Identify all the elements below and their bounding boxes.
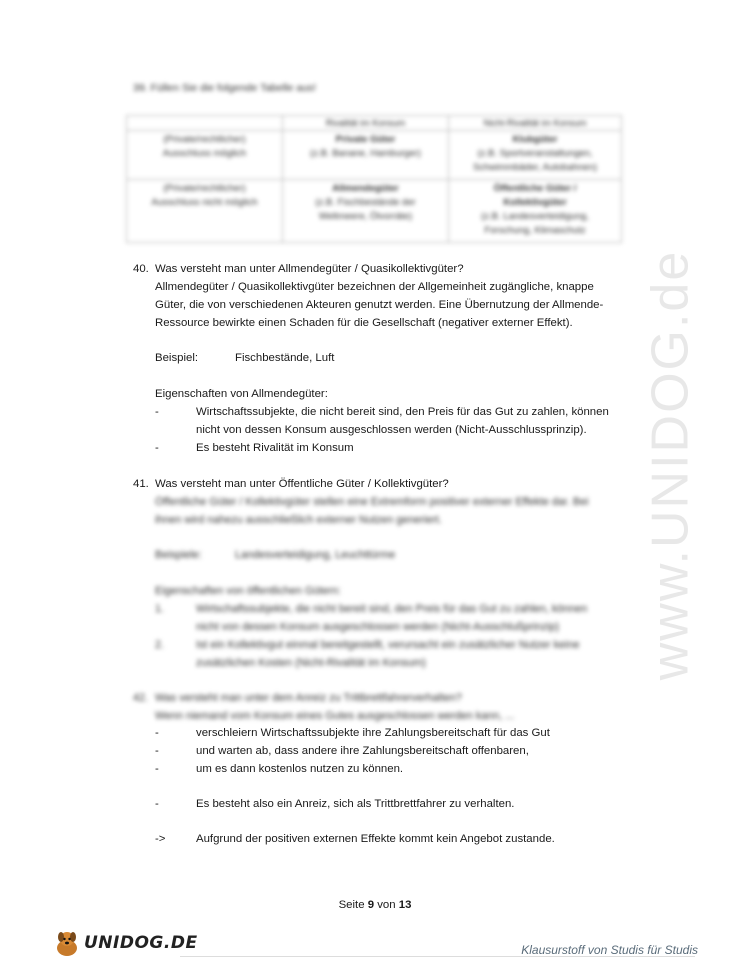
goods-table bbox=[126, 115, 622, 243]
table-cell bbox=[283, 179, 449, 242]
properties-heading: Eigenschaften von öffentlichen Gütern: bbox=[155, 585, 341, 597]
example-label: Beispiel: bbox=[155, 352, 199, 364]
watermark: www.UNIDOG.de bbox=[641, 249, 699, 681]
question-39-title: 39. Füllen Sie die folgende Tabelle aus! bbox=[133, 82, 317, 94]
list-marker: - bbox=[155, 727, 159, 739]
list-item-line: Wirtschaftssubjekte, die nicht bereit sind, den Preis für das Gut zu zahlen, können bbox=[196, 406, 609, 418]
label-line: Ausschluss möglich bbox=[162, 148, 247, 159]
list-item-line: nicht von dessen Konsum ausgeschlossen werden (Nicht-Ausschlußprinzip) bbox=[196, 621, 560, 633]
cell-line: Forschung, Klimaschutz bbox=[484, 224, 586, 236]
answer-intro: Wenn niemand vom Konsum eines Gutes ausgeschlossen werden kann, ... bbox=[155, 710, 515, 722]
list-item-line: nicht von dessen Konsum ausgeschlossen werden (Nicht-Ausschlussprinzip). bbox=[196, 424, 587, 436]
table-header-cell: Nicht-Rivalität im Konsum bbox=[449, 116, 622, 131]
cell-title: Allmendegüter bbox=[332, 182, 399, 194]
answer-line: Öffentliche Güter / Kollektivgüter stellen eine Extremform positiver externer Effekte dar. Bei bbox=[155, 496, 589, 508]
cell-title: Private Güter bbox=[335, 134, 396, 145]
table-row-label bbox=[127, 179, 283, 242]
label-line: (Private/rechtlicher) bbox=[163, 182, 246, 194]
list-item-line: Ist ein Kollektivgut einmal bereitgestellt, verursacht ein zusätzlicher Nutzer keine bbox=[196, 639, 580, 651]
list-marker: 2. bbox=[155, 639, 165, 651]
table-cell bbox=[283, 131, 449, 180]
answer-line: Ressource bewirkte einen Schaden für die Gesellschaft (negativer externer Effekt). bbox=[155, 317, 573, 329]
list-item-line: zusätzlichen Kosten (Nicht-Rivalität im Konsum) bbox=[196, 657, 426, 669]
label-line: Ausschluss nicht möglich bbox=[151, 196, 258, 208]
dog-icon bbox=[52, 928, 82, 958]
list-marker: - bbox=[155, 406, 159, 418]
page-prefix: Seite bbox=[338, 899, 365, 911]
list-item-line: Es besteht Rivalität im Konsum bbox=[196, 442, 354, 454]
page-total: 13 bbox=[398, 899, 412, 911]
cell-line: (z.B. Fischbestände der bbox=[315, 196, 416, 208]
question-title: Was versteht man unter Öffentliche Güter / Kollektivgüter? bbox=[155, 478, 449, 490]
question-title: Was versteht man unter dem Anreiz zu Trittbrettfahrerverhalten? bbox=[155, 692, 462, 704]
cell-title: Kollektivgüter bbox=[503, 196, 567, 208]
list-marker: - bbox=[155, 442, 159, 454]
example-value: Landesverteidigung, Leuchttürme bbox=[235, 549, 396, 561]
list-marker: -> bbox=[155, 833, 166, 845]
table-row-label bbox=[127, 131, 283, 180]
list-marker: 1. bbox=[155, 603, 165, 615]
page-number bbox=[0, 899, 750, 911]
cell-title: Klubgüter bbox=[512, 134, 558, 145]
list-item-line: und warten ab, dass andere ihre Zahlungsbereitschaft offenbaren, bbox=[196, 745, 529, 757]
logo-text: UNIDOG.DE bbox=[84, 933, 198, 953]
list-item-line: Es besteht also ein Anreiz, sich als Trittbrettfahrer zu verhalten. bbox=[196, 798, 515, 810]
cell-line: Weltmeere, Ölvorräte) bbox=[318, 210, 413, 222]
footer-slogan: Klausurstoff von Studis für Studis bbox=[521, 943, 698, 957]
question-number: 41. bbox=[133, 478, 149, 490]
table-row bbox=[127, 131, 622, 180]
cell-title: Öffentliche Güter / bbox=[493, 182, 577, 194]
list-item-line: Aufgrund der positiven externen Effekte kommt kein Angebot zustande. bbox=[196, 833, 555, 845]
page-current: 9 bbox=[367, 899, 375, 911]
table-header-cell: Rivalität im Konsum bbox=[283, 116, 449, 131]
list-marker: - bbox=[155, 745, 159, 757]
list-item-line: verschleiern Wirtschaftssubjekte ihre Zahlungsbereitschaft für das Gut bbox=[196, 727, 550, 739]
table-row bbox=[127, 179, 622, 242]
unidog-logo bbox=[52, 928, 198, 958]
question-title: Was versteht man unter Allmendegüter / Quasikollektivgüter? bbox=[155, 263, 464, 275]
table-header-row bbox=[127, 116, 622, 131]
cell-line: (z.B. Banane, Hamburger) bbox=[310, 148, 421, 159]
cell-line: (z.B. Landesverteidigung, bbox=[481, 210, 589, 222]
list-marker: - bbox=[155, 798, 159, 810]
cell-line: (z.B. Sportveranstaltungen, bbox=[477, 148, 593, 159]
example-value: Fischbestände, Luft bbox=[235, 352, 335, 364]
answer-line: Allmendegüter / Quasikollektivgüter bezeichnen der Allgemeinheit zugängliche, knappe bbox=[155, 281, 594, 293]
table-cell bbox=[449, 179, 622, 242]
question-number: 40. bbox=[133, 263, 149, 275]
page-separator: von bbox=[377, 899, 396, 911]
cell-line: Schwimmbäder, Autobahnen) bbox=[472, 162, 598, 173]
properties-heading: Eigenschaften von Allmendegüter: bbox=[155, 388, 328, 400]
table-cell bbox=[449, 131, 622, 180]
list-marker: - bbox=[155, 763, 159, 775]
example-label: Beispiele: bbox=[155, 549, 202, 561]
table-header-cell bbox=[127, 116, 283, 131]
list-item-line: um es dann kostenlos nutzen zu können. bbox=[196, 763, 404, 775]
question-number: 42. bbox=[133, 692, 149, 704]
answer-line: Güter, die von verschiedenen Akteuren genutzt werden. Eine Übernutzung der Allmende- bbox=[155, 299, 604, 311]
label-line: (Private/rechtlicher) bbox=[163, 134, 246, 145]
list-item-line: Wirtschaftssubjekte, die nicht bereit sind, den Preis für das Gut zu zahlen, können bbox=[196, 603, 588, 615]
answer-line: ihnen wird nahezu ausschließlich externer Nutzen generiert. bbox=[155, 514, 442, 526]
